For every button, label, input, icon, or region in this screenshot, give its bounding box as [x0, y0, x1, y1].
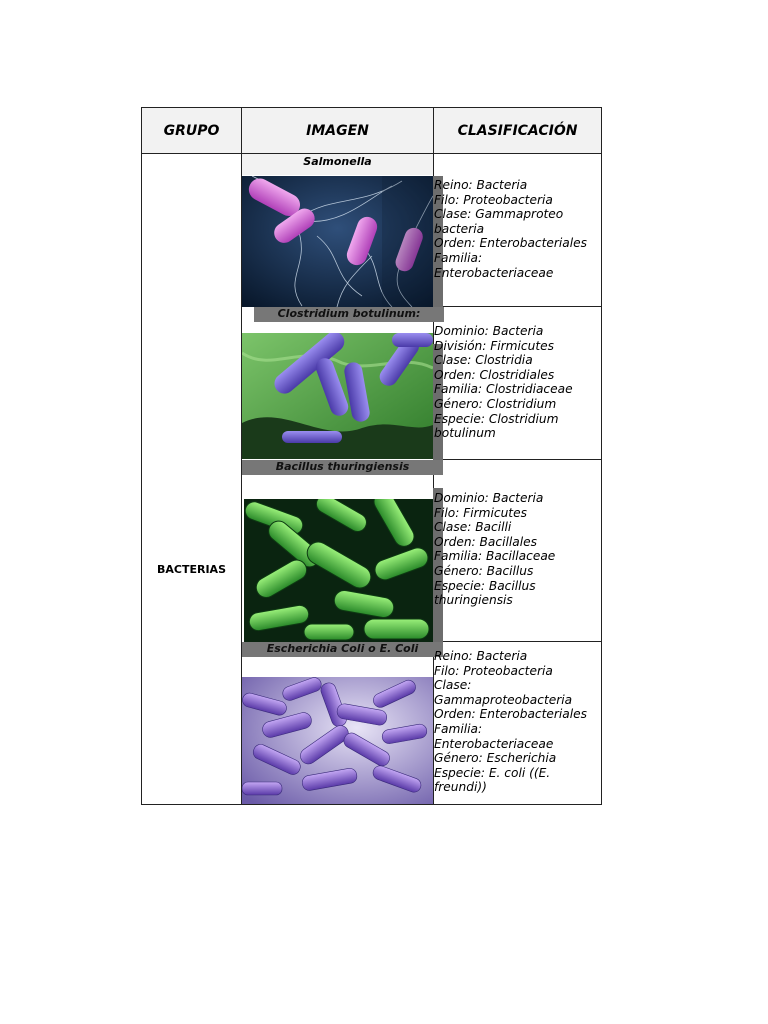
classification-line: bacteria — [434, 221, 485, 236]
classification-line: Orden: Bacillales — [434, 534, 537, 549]
classification-line: Familia: Bacillaceae — [434, 549, 556, 564]
image-title-bacillus: Bacillus thuringiensis — [242, 460, 443, 475]
classification-line: Filo: Proteobacteria — [434, 663, 553, 678]
classification-line: Familia: — [434, 250, 483, 265]
classification-line: Orden: Clostridiales — [434, 367, 555, 382]
classification-line: Orden: Enterobacteriales — [434, 236, 587, 251]
classification-line: freundi)) — [434, 780, 487, 795]
classification-line: Dominio: Bacteria — [434, 324, 544, 338]
classification-bacillus — [434, 491, 600, 608]
image-title-clostridium: Clostridium botulinum: — [254, 307, 444, 322]
classification-line: Orden: Enterobacteriales — [434, 707, 587, 722]
classification-line: Especie: Bacillus — [434, 578, 536, 593]
classification-line: Clase: Clostridia — [434, 353, 533, 368]
classification-line: Especie: Clostridium — [434, 411, 559, 426]
classification-line: botulinum — [434, 426, 496, 441]
classification-clostridium — [434, 324, 600, 441]
classification-line: Gammaproteobacteria — [434, 692, 573, 707]
classification-line: Dominio: Bacteria — [434, 491, 544, 505]
clostridium-image — [242, 333, 433, 459]
classification-line: Especie: E. coli ((E. — [434, 765, 551, 780]
classification-line: Enterobacteriaceae — [434, 736, 554, 751]
classification-line: Género: Bacillus — [434, 563, 534, 578]
row-divider — [433, 641, 601, 642]
header-classification: CLASIFICACIÓN — [434, 108, 601, 153]
bacillus-image — [244, 499, 433, 643]
header-image: IMAGEN — [242, 108, 433, 153]
ecoli-image — [242, 677, 433, 804]
classification-line: División: Firmicutes — [434, 338, 554, 353]
row-divider — [433, 306, 601, 307]
row-divider — [433, 459, 601, 460]
classification-ecoli — [434, 649, 600, 795]
classification-line: Reino: Bacteria — [434, 178, 528, 192]
classification-line: Filo: Proteobacteria — [434, 192, 553, 207]
classification-salmonella — [434, 178, 600, 280]
classification-line: Familia: — [434, 721, 483, 736]
header-group: GRUPO — [142, 108, 241, 153]
classification-table — [141, 107, 602, 805]
classification-line: Clase: Bacilli — [434, 520, 512, 535]
salmonella-image — [242, 176, 433, 307]
classification-line: Género: Escherichia — [434, 751, 557, 766]
image-title-ecoli: Escherichia Coli o E. Coli — [242, 642, 443, 657]
image-title-salmonella: Salmonella — [242, 154, 433, 175]
group-label: BACTERIAS — [157, 563, 226, 576]
classification-line: Reino: Bacteria — [434, 649, 528, 663]
classification-line: Clase: — [434, 678, 472, 693]
classification-line: Género: Clostridium — [434, 396, 557, 411]
classification-line: Filo: Firmicutes — [434, 505, 527, 520]
classification-line: Familia: Clostridiaceae — [434, 382, 573, 397]
classification-line: thuringiensis — [434, 593, 513, 608]
classification-line: Enterobacteriaceae — [434, 265, 554, 280]
classification-line: Clase: Gammaproteo — [434, 207, 564, 222]
